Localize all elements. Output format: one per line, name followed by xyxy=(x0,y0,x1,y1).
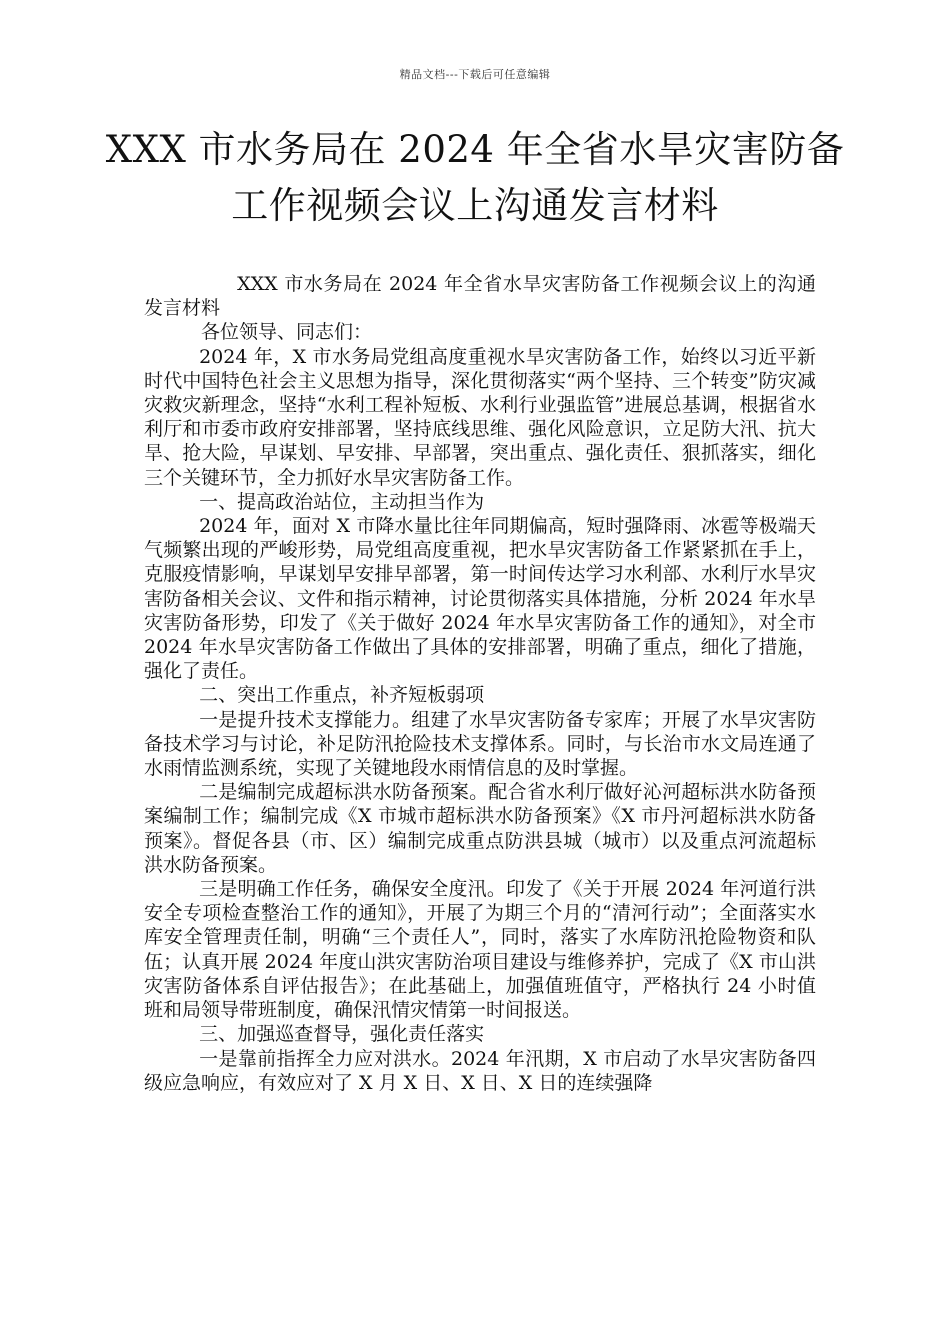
document-body xyxy=(144,272,816,1095)
paragraph-section-1: 2024 年，面对 X 市降水量比往年同期偏高，短时强降雨、冰雹等极端天气频繁出现的严峻形势，局党组高度重视，把水旱灾害防备工作紧紧抓在手上，克服疫情影响，早谋划早安排早部署，第一时间传达学习水利部、水利厅水旱灾害防备相关会议、文件和指示精神，讨论贯彻落实具体措施，分析 2024 年水旱灾害防备形势，印发了《关于做好 2024 年水旱灾害防备工作的通知》，对全市 2024 年水旱灾害防备工作做出了具体的安排部署，明确了重点，细化了措施，强化了责任。 xyxy=(144,515,816,683)
paragraph-intro: 2024 年，X 市水务局党组高度重视水旱灾害防备工作，始终以习近平新时代中国特色社会主义思想为指导，深化贯彻落实“两个坚持、三个转变”防灾减灾救灾新理念，坚持“水利工程补短板、水利行业强监管”进展总基调，根据省水利厅和市委市政府安排部署，坚持底线思维、强化风险意识，立足防大汛、抗大旱、抢大险，早谋划、早安排、早部署，突出重点、强化责任、狠抓落实，细化三个关键环节，全力抓好水旱灾害防备工作。 xyxy=(144,345,816,489)
paragraph-item-2: 二是编制完成超标洪水防备预案。配合省水利厅做好沁河超标洪水防备预案编制工作；编制完成《X 市城市超标洪水防备预案》《X 市丹河超标洪水防备预案》。督促各县（市、区）编制完成重点防洪县城（城市）以及重点河流超标洪水防备预案。 xyxy=(144,781,816,876)
title-line-2: 工作视频会议上沟通发言材料 xyxy=(231,184,719,227)
subtitle-paragraph: XXX 市水务局在 2024 年全省水旱灾害防备工作视频会议上的沟通发言材料 xyxy=(144,273,816,320)
section-heading-2: 二、突出工作重点，补齐短板弱项 xyxy=(199,684,485,707)
greeting: 各位领导、同志们： xyxy=(201,321,373,344)
document-title xyxy=(100,122,850,234)
header-note: 精品文档---下载后可任意编辑 xyxy=(399,68,551,81)
title-line-1: XXX 市水务局在 2024 年全省水旱灾害防备 xyxy=(105,128,845,171)
paragraph-item-3: 三是明确工作任务，确保安全度汛。印发了《关于开展 2024 年河道行洪安全专项检查整治工作的通知》，开展了为期三个月的“清河行动”；全面落实水库安全管理责任制，明确“三个责任人”，同时，落实了水库防汛抢险物资和队伍；认真开展 2024 年度山洪灾害防治项目建设与维修养护，完成了《X 市山洪灾害防备体系自评估报告》；在此基础上，加强值班值守，严格执行 24 小时值班和局领导带班制度，确保汛情灾情第一时间报送。 xyxy=(144,878,816,1022)
section-heading-1: 一、提高政治站位，主动担当作为 xyxy=(199,490,485,513)
paragraph-item-1: 一是提升技术支撑能力。组建了水旱灾害防备专家库；开展了水旱灾害防备技术学习与讨论，补足防汛抢险技术支撑体系。同时，与长治市水文局连通了水雨情监测系统，实现了关键地段水雨情信息的及时掌握。 xyxy=(144,708,816,780)
section-heading-3: 三、加强巡查督导，强化责任落实 xyxy=(199,1023,485,1046)
paragraph-section-3-item-1: 一是靠前指挥全力应对洪水。2024 年汛期，X 市启动了水旱灾害防备四级应急响应，有效应对了 X 月 X 日、X 日、X 日的连续强降 xyxy=(144,1047,816,1094)
